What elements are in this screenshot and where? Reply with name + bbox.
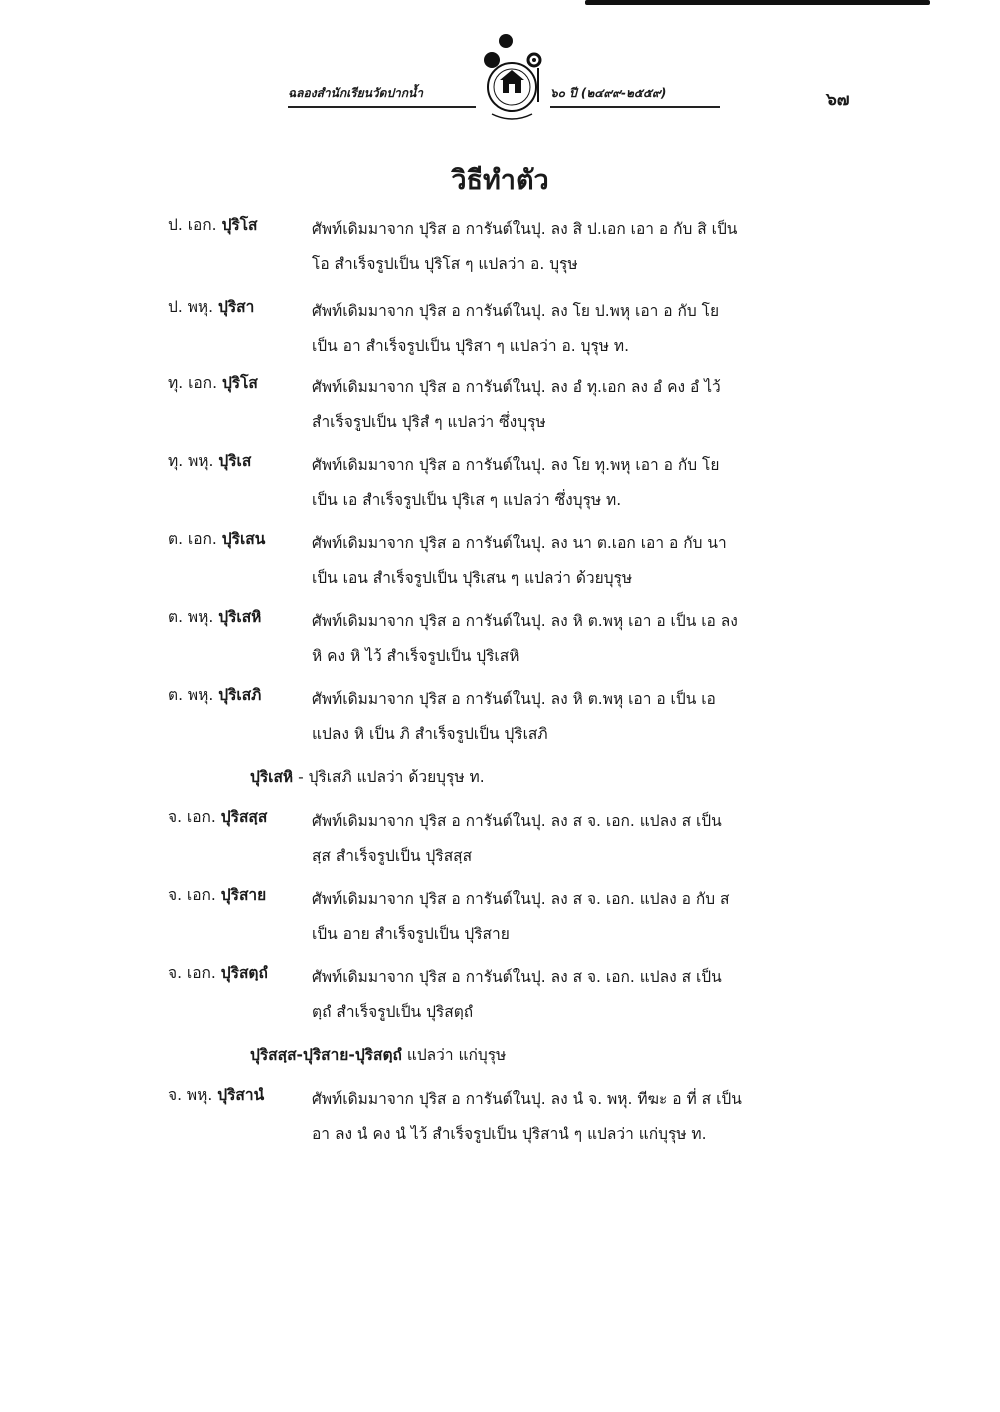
explanation-line: เป็น อาย สำเร็จรูปเป็น ปุริสาย xyxy=(312,925,510,943)
explanation-line: โอ สำเร็จรูปเป็น ปุริโส ๆ แปลว่า อ. บุรุษ xyxy=(312,255,578,273)
institution-emblem xyxy=(476,32,548,144)
summary-line xyxy=(250,1042,506,1067)
case-label: ต. พหุ. xyxy=(168,686,214,704)
summary-line xyxy=(250,764,485,789)
page-number: ๖๗ xyxy=(826,90,850,110)
explanation-line: ตฺถํ สำเร็จรูปเป็น ปุริสตฺถํ xyxy=(312,1003,474,1021)
explanation-line: อา ลง นํ คง นํ ไว้ สำเร็จรูปเป็น ปุริสานํ ๆ แปลว่า แก่บุรุษ ท. xyxy=(312,1125,707,1143)
explanation-line: สฺส สำเร็จรูปเป็น ปุริสสฺส xyxy=(312,847,473,865)
case-label: ป. เอก. xyxy=(168,216,217,234)
word-form: ปุริเสภิ xyxy=(218,686,262,704)
word-form: ปุริเสน xyxy=(221,530,266,548)
case-label: ทุ. พหุ. xyxy=(168,452,214,470)
word-form: ปุริสาย xyxy=(220,886,267,904)
explanation-line: แปลง หิ เป็น ภิ สำเร็จรูปเป็น ปุริเสภิ xyxy=(312,725,548,743)
header-right-text: ๖๐ ปี (๒๔๙๙-๒๕๕๙) xyxy=(550,84,720,108)
explanation-line: หิ คง หิ ไว้ สำเร็จรูปเป็น ปุริเสหิ xyxy=(312,647,520,665)
explanation-line: เป็น อา สำเร็จรูปเป็น ปุริสา ๆ แปลว่า อ. บุรุษ ท. xyxy=(312,337,630,355)
explanation-line: ศัพท์เดิมมาจาก ปุริส อ การันต์ในปุ. ลง หิ ต.พหุ เอา อ เป็น เอ xyxy=(312,690,716,708)
explanation-line: เป็น เอ สำเร็จรูปเป็น ปุริเส ๆ แปลว่า ซึ่งบุรุษ ท. xyxy=(312,491,622,509)
page-header xyxy=(288,32,718,144)
explanation-line: เป็น เอน สำเร็จรูปเป็น ปุริเสน ๆ แปลว่า ด้วยบุรุษ xyxy=(312,569,633,587)
summary-meaning: แปลว่า แก่บุรุษ xyxy=(401,1046,507,1064)
explanation-line: ศัพท์เดิมมาจาก ปุริส อ การันต์ในปุ. ลง ส จ. เอก. แปลง อ กับ ส xyxy=(312,890,730,908)
explanation-line: ศัพท์เดิมมาจาก ปุริส อ การันต์ในปุ. ลง นํ จ. พหุ. ทีฆะ อ ที่ ส เป็น xyxy=(312,1090,742,1108)
word-form: ปุริโส xyxy=(221,216,258,234)
case-label: ทุ. เอก. xyxy=(168,374,217,392)
explanation-line: ศัพท์เดิมมาจาก ปุริส อ การันต์ในปุ. ลง สิ ป.เอก เอา อ กับ สิ เป็น xyxy=(312,220,738,238)
word-form: ปุริสานํ xyxy=(217,1086,265,1104)
explanation-line: ศัพท์เดิมมาจาก ปุริส อ การันต์ในปุ. ลง หิ ต.พหุ เอา อ เป็น เอ ลง xyxy=(312,612,738,630)
case-label: จ. เอก. xyxy=(168,964,216,982)
page-title: วิธีทำตัว xyxy=(451,165,549,196)
case-label: ป. พหุ. xyxy=(168,298,214,316)
word-form: ปุริเสหิ xyxy=(218,608,262,626)
explanation-line: ศัพท์เดิมมาจาก ปุริส อ การันต์ในปุ. ลง โย ทุ.พหุ เอา อ กับ โย xyxy=(312,456,720,474)
explanation-line: ศัพท์เดิมมาจาก ปุริส อ การันต์ในปุ. ลง นา ต.เอก เอา อ กับ นา xyxy=(312,534,727,552)
explanation-line: ศัพท์เดิมมาจาก ปุริส อ การันต์ในปุ. ลง โย ป.พหุ เอา อ กับ โย xyxy=(312,302,720,320)
explanation-line: ศัพท์เดิมมาจาก ปุริส อ การันต์ในปุ. ลง ส จ. เอก. แปลง ส เป็น xyxy=(312,812,722,830)
word-form: ปุริสตฺถํ xyxy=(220,964,268,982)
summary-meaning: - ปุริเสภิ แปลว่า ด้วยบุรุษ ท. xyxy=(293,768,485,786)
word-form: ปุริสา xyxy=(218,298,255,316)
summary-words: ปุริสสฺส-ปุริสาย-ปุริสตฺถํ xyxy=(250,1046,402,1064)
word-form: ปุริเส xyxy=(218,452,252,470)
summary-words: ปุริเสหิ xyxy=(250,768,294,786)
header-left-text: ฉลองสำนักเรียนวัดปากน้ำ xyxy=(288,84,476,108)
case-label: จ. เอก. xyxy=(168,886,216,904)
case-label: จ. พหุ. xyxy=(168,1086,213,1104)
word-form: ปุริสสฺส xyxy=(220,808,268,826)
case-label: ต. เอก. xyxy=(168,530,217,548)
explanation-line: ศัพท์เดิมมาจาก ปุริส อ การันต์ในปุ. ลง ส จ. เอก. แปลง ส เป็น xyxy=(312,968,722,986)
case-label: ต. พหุ. xyxy=(168,608,214,626)
word-form: ปุริโส xyxy=(221,374,258,392)
top-rule xyxy=(585,0,930,5)
case-label: จ. เอก. xyxy=(168,808,216,826)
explanation-line: ศัพท์เดิมมาจาก ปุริส อ การันต์ในปุ. ลง อํ ทุ.เอก ลง อํ คง อํ ไว้ xyxy=(312,378,721,396)
explanation-line: สำเร็จรูปเป็น ปุริสํ ๆ แปลว่า ซึ่งบุรุษ xyxy=(312,413,546,431)
